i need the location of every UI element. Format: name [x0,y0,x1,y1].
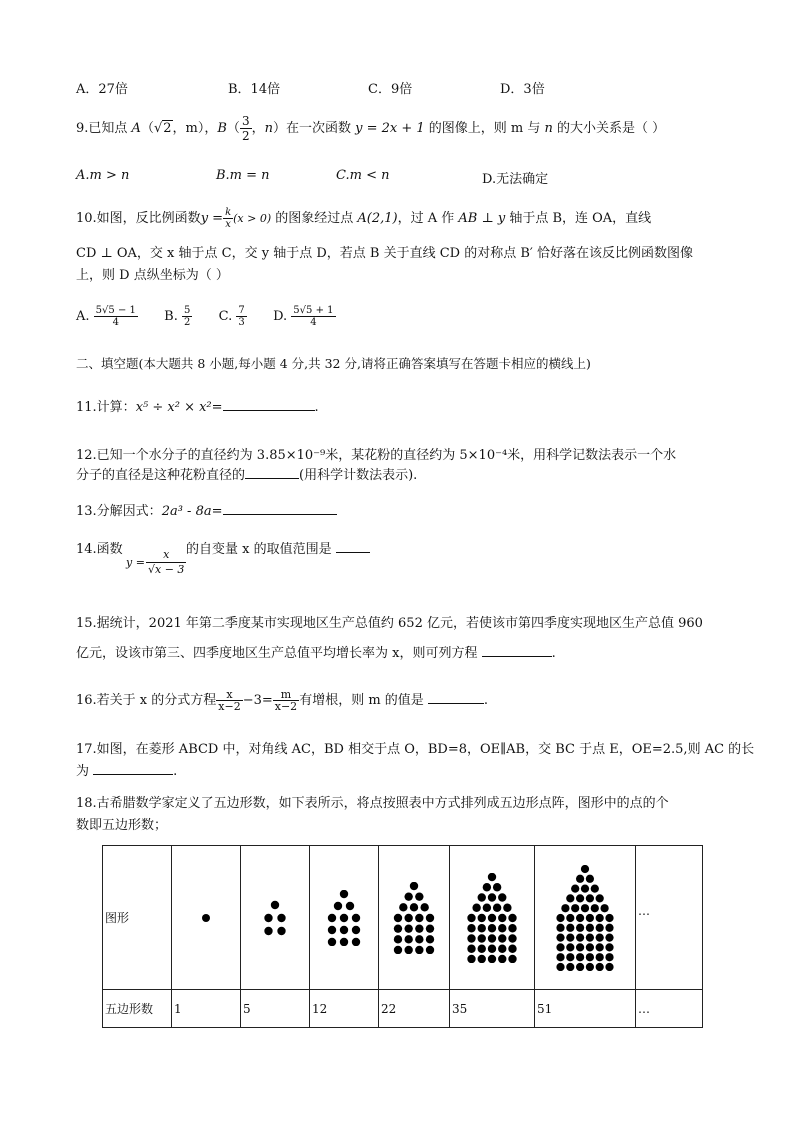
q9-text-e: 的大小关系是（ ） [552,121,666,136]
q10-text-c: ，过 A 作 [397,211,459,226]
pentagonal-number-6: 51 [535,990,636,1028]
q9-text-c: ）在一次函数 [272,121,356,136]
dot [498,893,506,901]
q11-end: . [314,400,319,415]
question-13 [76,500,337,519]
dot [498,934,506,942]
dot [415,945,423,953]
section-2-title: 二、填空题(本大题共 8 小题,每小题 4 分,共 32 分,请将正确答案填写在答题卡相应的横线上) [76,356,591,371]
dot [586,894,594,902]
dot [508,934,516,942]
figure-cell-3 [310,846,379,990]
dot [472,903,480,911]
table-row-numbers [103,990,703,1028]
dot [566,894,574,902]
dot [498,924,506,932]
dot [591,904,599,912]
q8-option-d: D．3倍 [500,82,545,97]
q11-answer-blank[interactable] [223,410,315,411]
q10-fn-den: x [225,219,231,230]
question-10-line2: CD ⊥ OA，交 x 轴于点 C，交 y 轴于点 D，若点 B 关于直线 CD 的对称点 B′ 恰好落在该反比例函数图像 [76,246,693,261]
q16-answer-blank[interactable] [428,703,484,704]
dot [566,962,574,970]
q9-point-b: B [217,121,227,136]
dot [352,925,360,933]
question-14-text [186,538,370,557]
q10-opt-d [291,305,335,328]
dot [328,937,336,945]
q9-paren: （ [140,121,154,136]
pentagonal-table [102,845,703,1028]
pentagonal-number-1: 1 [172,990,241,1028]
q10-opt-c [236,305,246,328]
q13-label: 13.分解因式： [76,504,162,519]
dot [566,923,574,931]
q17-text: 为 [76,764,90,779]
q14-num: x [146,548,186,563]
dot [596,923,604,931]
q12-text-b: (用科学计数法表示). [299,468,418,483]
dot [586,943,594,951]
q11-label: 11.计算： [76,400,136,415]
pentagonal-number-2: 5 [241,990,310,1028]
q11-expr: x⁵ ÷ x² × x²= [135,400,223,415]
dot [478,924,486,932]
dot [334,901,342,909]
dot [340,913,348,921]
q10-opt-c-label: C. [218,309,233,324]
dot [571,904,579,912]
question-16 [76,686,488,716]
dot [576,894,584,902]
dot [467,944,475,952]
dot [426,945,434,953]
q16-f2-den: x−2 [274,700,298,713]
q15-text: 亿元，设该市第三、四季度地区生产总值平均增长率为 x，则可列方程 [76,646,478,661]
dot [508,944,516,952]
dot [581,884,589,892]
dot [576,874,584,882]
dot [605,923,613,931]
q10-ab: AB ⊥ y [458,211,506,226]
q8-option-a: A．27倍 [76,82,128,97]
q16-label: 16.若关于 x 的分式方程 [76,693,217,708]
q10-opt-d-num: 5√5 + 1 [293,305,334,316]
q10-opt-b [182,305,192,328]
dot [277,926,285,934]
dot [508,913,516,921]
dot [420,903,428,911]
dot [586,923,594,931]
q9-option-d: D.无法确定 [482,172,549,187]
dot [498,944,506,952]
q12-text-a: 分子的直径是这种花粉直径的 [76,468,246,483]
q9-sqrt: √2 [153,121,172,136]
table-row-figures [103,846,703,990]
dot [467,924,475,932]
question-17-line2 [76,760,177,779]
dot [467,913,475,921]
dot [576,913,584,921]
q9-comma: ， [251,121,265,136]
q16-end: . [483,693,489,708]
pentagon-dots-2 [257,898,293,938]
q9-option-b: B.m = n [216,168,270,183]
dot [467,954,475,962]
dot [426,935,434,943]
dot [488,893,496,901]
dot [566,933,574,941]
question-11 [76,396,319,415]
dot [556,923,564,931]
dot [576,953,584,961]
q9-sqrt-value: 2 [163,121,172,136]
dot [498,913,506,921]
dot [566,913,574,921]
dot [576,962,584,970]
dot [596,962,604,970]
pentagonal-number-5: 35 [450,990,535,1028]
dot [394,913,402,921]
dot [596,933,604,941]
q9-text: 9.已知点 [76,121,132,136]
row-label-number: 五边形数 [103,990,172,1028]
dot [352,913,360,921]
q16-f1-den: x−2 [218,700,241,713]
figure-cell-1 [172,846,241,990]
dot [264,926,272,934]
question-17-line1: 17.如图，在菱形 ABCD 中，对角线 AC，BD 相交于点 O，BD=8，OE∥AB，交 BC 于点 E，OE=2.5,则 AC 的长 [76,742,755,757]
dot [404,913,412,921]
q10-fn-frac [223,207,233,230]
q14-den: √x − 3 [148,563,185,576]
dot [404,892,412,900]
q16-f1-num: x [216,689,242,701]
dot [596,913,604,921]
dot [277,913,285,921]
dot [576,923,584,931]
q9-n: n [264,121,273,136]
pentagon-dots-5 [456,873,528,963]
question-18-line2: 数即五边形数； [76,818,168,833]
dot [556,962,564,970]
dot [352,937,360,945]
q9-frac-num: 3 [241,114,250,128]
dot [596,953,604,961]
dot [556,913,564,921]
q9-text-d: 的图像上，则 m 与 [424,121,545,136]
q10-opt-b-num: 5 [183,305,191,316]
dot [576,943,584,951]
dot [483,903,491,911]
question-15-line1: 15.据统计，2021 年第二季度某市实现地区生产总值约 652 亿元，若使该市第四季度实现地区生产总值 960 [76,616,703,631]
q16-text: 有增根，则 m 的值是 [299,693,424,708]
q10-opt-a-num: 5√5 − 1 [95,305,136,316]
dot [493,903,501,911]
pentagonal-number-3: 12 [310,990,379,1028]
dot [581,904,589,912]
figure-cell-5 [450,846,535,990]
q10-opt-d-label: D. [273,309,288,324]
dot [581,865,589,873]
q10-text-a: 10.如图，反比例函数 [76,211,201,226]
q12-answer-blank[interactable] [245,478,299,479]
dot [493,883,501,891]
q10-point-a: A(2,1) [357,211,398,226]
dot [415,892,423,900]
q9-point-a: A [131,121,141,136]
dot [556,953,564,961]
question-14-label: 14.函数 [76,542,123,557]
dot [264,913,272,921]
dot [605,962,613,970]
figure-cell-6 [535,846,636,990]
dot [488,924,496,932]
question-10-line1 [76,204,651,234]
dot [488,944,496,952]
q14-text: 的自变量 x 的取值范围是 [186,542,332,557]
dot [566,953,574,961]
dot [478,893,486,901]
dot [478,944,486,952]
q16-frac2 [273,689,299,712]
dot [586,953,594,961]
dot [605,943,613,951]
dot [488,873,496,881]
dot [478,913,486,921]
q14-answer-blank[interactable] [336,552,370,553]
dot [340,925,348,933]
question-10-line3: 上，则 D 点纵坐标为（ ） [76,268,229,283]
dot [346,901,354,909]
q10-opt-a-label: A. [76,309,90,324]
dot [586,874,594,882]
q10-opt-b-label: B. [164,309,178,324]
dot [404,924,412,932]
dot [571,884,579,892]
dot [394,945,402,953]
q9-fraction [240,114,252,143]
dot [503,903,511,911]
dot [488,954,496,962]
q9-paren-b: （ [226,121,240,136]
dot [508,954,516,962]
q17-answer-blank[interactable] [93,774,173,775]
q13-answer-blank[interactable] [223,514,337,515]
q16-f2-num: m [273,689,299,701]
dot [415,935,423,943]
q10-text-b: 的图象经过点 [271,211,358,226]
question-12-line1: 12.已知一个水分子的直径约为 3.85×10⁻⁹米，某花粉的直径约为 5×10⁻⁴米，用科学记数法表示一个水 [76,448,677,463]
dot [596,894,604,902]
q9-n2: n [544,121,553,136]
dot [340,890,348,898]
dot [202,914,210,922]
dot [605,913,613,921]
q10-fn: y = [200,211,224,226]
pentagon-dots-3 [320,890,368,946]
question-12-line2 [76,464,417,483]
row-label-figure: 图形 [103,846,172,990]
dot [415,924,423,932]
q10-text-d: 轴于点 B，连 OA，直线 [505,211,652,226]
pentagon-dots-1 [196,908,216,928]
figure-cell-ellipsis: … [636,846,703,990]
dot [596,943,604,951]
dot [478,954,486,962]
q10-opt-a-den: 4 [112,317,119,328]
dot [478,934,486,942]
dot [488,934,496,942]
dot [586,933,594,941]
dot [600,904,608,912]
pentagonal-number-4: 22 [379,990,450,1028]
dot [591,884,599,892]
q9-text-b: ，m）， [172,121,218,136]
dot [271,900,279,908]
pentagon-dots-6 [543,865,627,971]
dot [576,933,584,941]
dot [586,962,594,970]
dot [394,935,402,943]
q10-options [76,302,336,332]
q15-answer-blank[interactable] [482,656,552,657]
q14-y: y = [126,556,145,569]
dot [410,903,418,911]
figure-cell-2 [241,846,310,990]
q10-fn-domain: (x > 0) [233,212,272,225]
question-9 [76,112,665,146]
figure-cell-4 [379,846,450,990]
q17-end: . [173,764,178,779]
q9-option-a: A.m > n [76,168,130,183]
dot [394,924,402,932]
dot [556,933,564,941]
dot [399,903,407,911]
q9-option-c: C.m < n [336,168,390,183]
q10-opt-d-den: 4 [310,317,317,328]
q10-opt-a [94,305,138,328]
q8-option-b: B．14倍 [228,82,281,97]
q10-opt-c-den: 3 [238,317,245,328]
q8-option-c: C．9倍 [368,82,413,97]
q10-fn-num: k [225,207,232,218]
q16-frac1 [216,689,242,712]
dot [415,913,423,921]
dot [508,924,516,932]
question-18-line1: 18.古希腊数学家定义了五边形数，如下表所示，将点按照表中方式排列成五边形点阵，图形中的点的个 [76,796,669,811]
dot [404,945,412,953]
dot [410,882,418,890]
q13-expr: 2a³ - 8a= [161,504,223,519]
dot [605,933,613,941]
q14-fraction [146,548,186,577]
question-15-line2 [76,642,556,661]
q10-opt-c-num: 7 [238,305,245,316]
dot [488,913,496,921]
dot [340,937,348,945]
dot [328,925,336,933]
q10-opt-b-den: 2 [183,317,191,328]
dot [566,943,574,951]
dot [404,935,412,943]
q9-equation: y = 2x + 1 [355,121,425,136]
dot [467,934,475,942]
dot [426,913,434,921]
pentagon-dots-4 [384,882,444,954]
dot [483,883,491,891]
dot [498,954,506,962]
dot [328,913,336,921]
q9-frac-den: 2 [241,129,250,143]
dot [426,924,434,932]
dot [586,913,594,921]
q16-mid: −3= [242,693,273,708]
dot [556,943,564,951]
q15-end: . [551,646,556,661]
dot [561,904,569,912]
pentagonal-number-ellipsis: … [636,990,703,1028]
dot [605,953,613,961]
